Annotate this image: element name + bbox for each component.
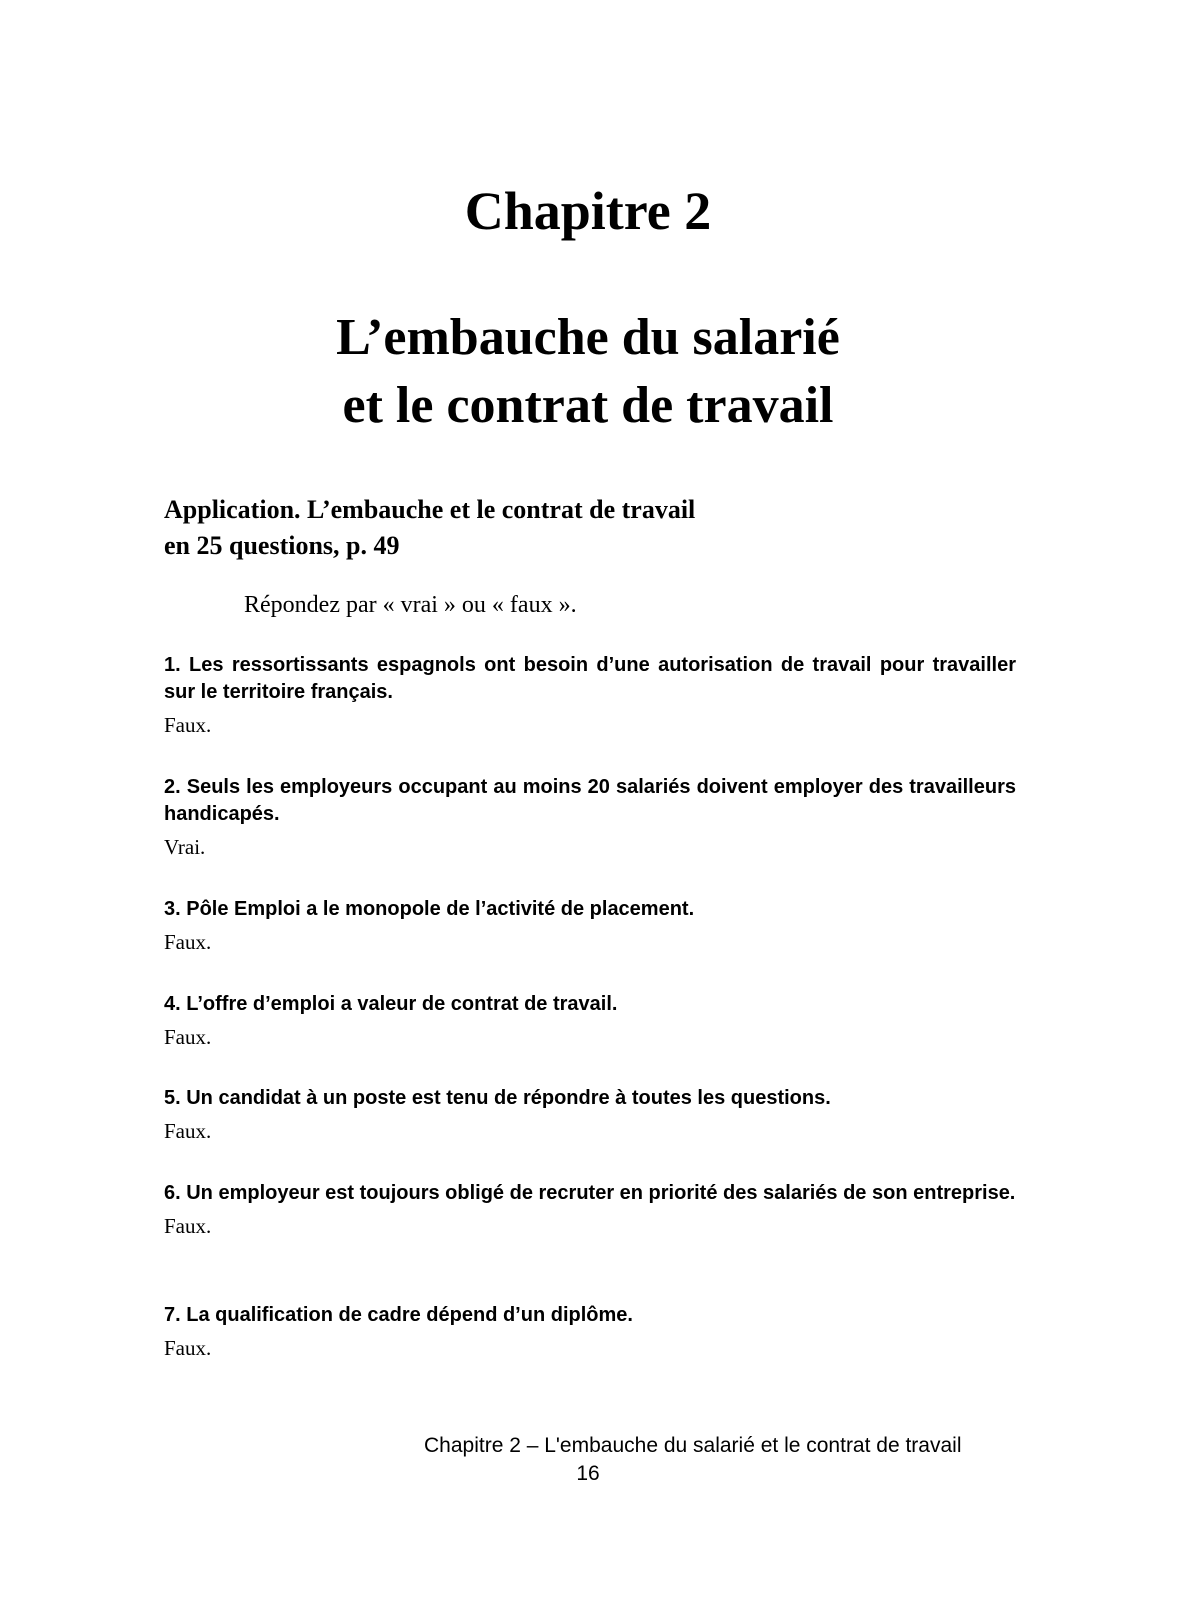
chapter-title [0,304,1176,440]
question-text: 2. Seuls les employeurs occupant au moins 20 salariés doivent employer des travailleurs handicapés. [164,776,1016,825]
question-text: 1. Les ressortissants espagnols ont besoin d’une autorisation de travail pour travailler sur le territoire français. [164,654,1016,703]
question-text: 7. La qualification de cadre dépend d’un diplôme. [164,1304,633,1326]
footer-running-title: Chapitre 2 – L'embauche du salarié et le contrat de travail [424,1434,962,1457]
question-item-6 [164,1180,1016,1241]
chapter-number: Chapitre 2 [464,181,712,241]
section-heading [164,492,1064,564]
answer-text: Vrai. [164,835,206,859]
question-item-7 [164,1302,1016,1363]
footer-page-number: 16 [576,1462,600,1485]
question-item-2 [164,774,1016,862]
answer-text: Faux. [164,713,212,737]
chapter-title-line-2: et le contrat de travail [342,377,834,434]
answer-text: Faux. [164,930,212,954]
question-text: 3. Pôle Emploi a le monopole de l’activité de placement. [164,898,695,920]
question-text: 5. Un candidat à un poste est tenu de répondre à toutes les questions. [164,1087,831,1109]
answer-text: Faux. [164,1336,212,1360]
answer-text: Faux. [164,1119,212,1143]
instruction-text: Répondez par « vrai » ou « faux ». [244,592,577,618]
question-item-5 [164,1085,1016,1146]
question-text: 6. Un employeur est toujours obligé de recruter en priorité des salariés de son entreprise. [164,1182,1016,1204]
question-item-1 [164,652,1016,740]
section-heading-line-1: Application. L’embauche et le contrat de travail [164,495,696,524]
answer-text: Faux. [164,1214,212,1238]
chapter-title-line-1: L’embauche du salarié [336,309,840,366]
answer-text: Faux. [164,1025,212,1049]
question-item-4 [164,991,1016,1052]
question-text: 4. L’offre d’emploi a valeur de contrat de travail. [164,993,618,1015]
section-heading-line-2: en 25 questions, p. 49 [164,531,400,560]
question-item-3 [164,896,1016,957]
